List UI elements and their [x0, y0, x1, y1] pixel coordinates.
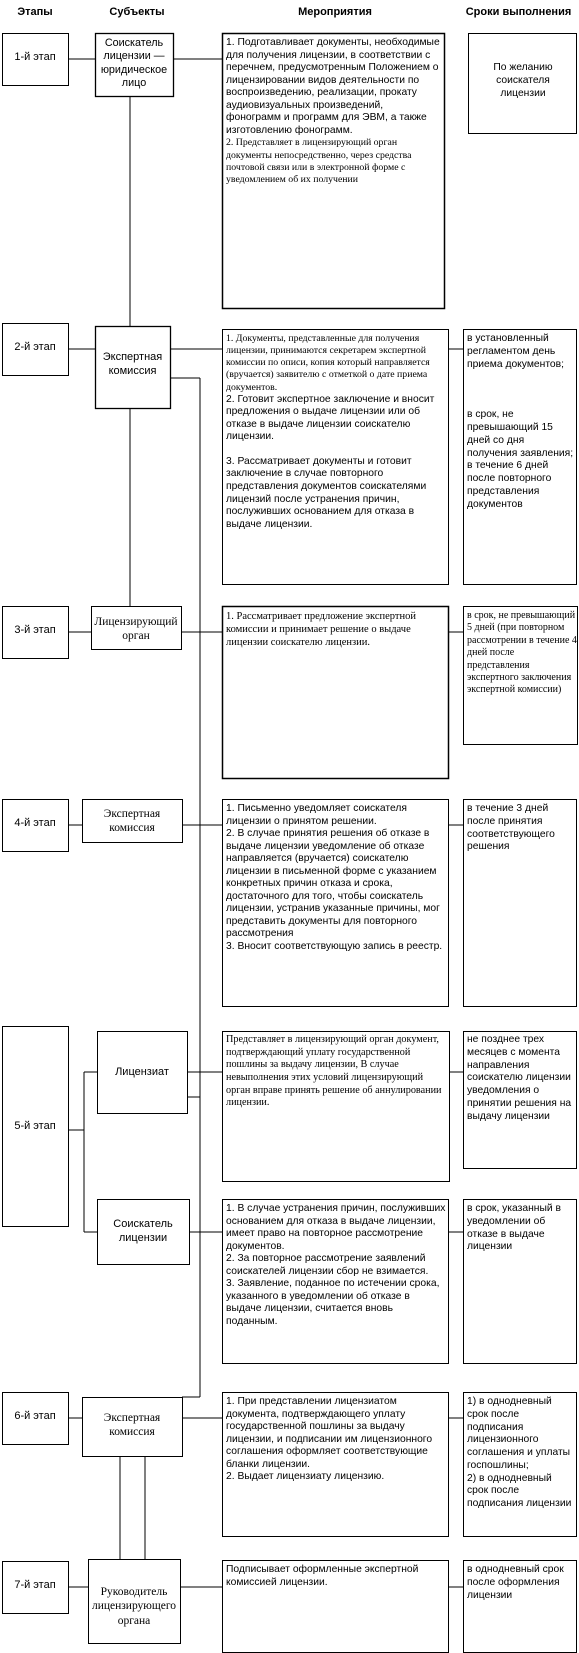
term-text-3: в срок, не превышающий 5 дней (при повторном рассмотрении в течение 4 дней после представления экспертного заключения экспертной комиссии)	[467, 610, 577, 696]
subject-label-5b: Соискатель лицензии	[113, 1218, 173, 1244]
activity-4-item-3: 3. Вносит соответствующую запись в реестр.	[226, 941, 443, 953]
activity-3-item-1: 1. Рассматривает предложение экспертной комиссии и принимает решение о выдаче лицензии соискателю лицензии.	[226, 611, 416, 649]
activity-2-item-3: 3. Рассматривает документы и готовит заключение в случае повторного представления документов соискателями лицензий после устранения причин, послуживших основанием для отказа в выдаче лицензии.	[226, 455, 427, 530]
activity-text-7	[226, 1564, 446, 1589]
activity-text-4	[226, 803, 446, 954]
stage-label-4: 4-й этап	[14, 817, 56, 829]
activity-2-item-2: 2. Готовит экспертное заключение и вносит предложения о выдаче лицензии или об отказе в выдаче лицензии соискателю лицензии.	[226, 393, 435, 443]
term-text-6	[467, 1396, 575, 1511]
term-text-1: По желанию соискателя лицензии	[493, 62, 553, 99]
activity-5b-item-2: 2. За повторное рассмотрение заявлений соискателей лицензии сбор не взимается.	[226, 1253, 429, 1277]
stage-label-7: 7-й этап	[14, 1579, 56, 1591]
stage-label-3: 3-й этап	[14, 624, 56, 636]
activity-text-5a	[226, 1034, 446, 1110]
activity-5b-item-1: 1. В случае устранения причин, послуживших основанием для отказа в выдаче лицензии, имеет право на повторное рассмотрение документов.	[226, 1203, 446, 1252]
activity-text-3	[226, 610, 446, 649]
term-6-item-2: 2) в однодневный срок после подписания лицензии	[467, 1472, 572, 1510]
stage-label-6: 6-й этап	[14, 1410, 56, 1422]
subject-label-6: Экспертная комиссия	[103, 1412, 161, 1439]
term-text-7: в однодневный срок после оформления лицензии	[467, 1564, 564, 1601]
subject-label-7: Руководитель лицензирующего органа	[91, 1586, 177, 1627]
term-2-item-1: в установленный регламентом день приема документов;	[467, 333, 564, 370]
activity-7-item-1: Подписывает оформленные экспертной комиссией лицензии.	[226, 1564, 419, 1588]
header-activities: Мероприятия	[298, 6, 372, 18]
activity-1-item-2: 2. Представляет в лицензирующий орган документы непосредственно, через средства почтовой связи или в электронной форме с уведомлением об их получении	[226, 137, 412, 185]
activity-6-item-1: 1. При представлении лицензиатом документа, подтверждающего уплату государственной пошлины за выдачу лицензии, и подписании им лицензионного соглашения оформляет соответствующие бланки лицензии.	[226, 1396, 433, 1470]
activity-4-item-1: 1. Письменно уведомляет соискателя лицензии о принятом решении.	[226, 803, 407, 827]
subject-label-3: Лицензирующий орган	[94, 616, 178, 643]
term-text-5b: в срок, указанный в уведомлении об отказе в выдаче лицензии	[467, 1203, 561, 1253]
activity-5b-item-3: 3. Заявление, поданное по истечении срока, указанного в уведомлении об отказе в выдаче лицензии, считается вновь поданным.	[226, 1278, 440, 1327]
term-text-2	[467, 333, 575, 511]
activity-text-2	[226, 333, 446, 531]
activity-5a-item-1: Представляет в лицензирующий орган документ, подтверждающий уплату государственной пошлины за выдачу лицензии, В случае невыполнения этих условий лицензирующий орган вправе принять решение об аннулировании лицензии.	[226, 1034, 442, 1109]
activity-text-1	[226, 37, 440, 186]
subject-label-5a: Лицензиат	[115, 1066, 169, 1078]
stage-label-2: 2-й этап	[14, 341, 56, 353]
header-terms: Сроки выполнения	[465, 6, 572, 18]
term-text-5a: не позднее трех месяцев с момента направления соискателю лицензии уведомления о принятии решения на выдачу лицензии	[467, 1034, 572, 1122]
subject-label-2: Экспертная комиссия	[102, 351, 163, 377]
term-2-item-2: в срок, не превышающий 15 дней со дня получения заявления;	[467, 409, 574, 459]
activity-4-item-2: 2. В случае принятия решения об отказе в выдаче лицензии уведомление об отказе направляется (вручается) соискателю лицензии в письменной форме с указанием конкретных причин отказа и срока, достаточного для того, чтобы соискатель лицензии, устранив указанные причины, мог представить документы для повторного рассмотрения	[226, 828, 440, 940]
term-6-item-1: 1) в однодневный срок после подписания лицензионного соглашения и уплаты госпошлины;	[467, 1396, 571, 1471]
term-text-4: в течение 3 дней после принятия соответствующего решения	[467, 803, 555, 853]
activity-1-item-1: 1. Подготавливает документы, необходимые для получения лицензии, в соответствии с перечнем, предусмотренным Положением о лицензировании видов деятельности по воспроизведению, реализации, прокату аудиовизуальных произведений, фонограмм и программ для ЭВМ, а также изготовлению фонограмм.	[226, 37, 440, 136]
stage-label-5: 5-й этап	[14, 1120, 56, 1132]
term-2-item-3: в течение 6 дней после повторного представления документов	[467, 460, 552, 510]
activity-text-5b	[226, 1203, 446, 1328]
subject-label-4: Экспертная комиссия	[103, 808, 161, 835]
header-subjects: Субъекты	[109, 6, 165, 18]
activity-text-6	[226, 1396, 446, 1484]
subject-label-1: Соискатель лицензии — юридическое лицо	[100, 37, 168, 90]
header-stages: Этапы	[17, 6, 53, 18]
activity-2-item-1: 1. Документы, представленные для получения лицензии, принимаются секретарем экспертной комиссии по описи, копия который направляется (вручается) заявителю с отметкой о дате приема документов.	[226, 333, 430, 393]
activity-6-item-2: 2. Выдает лицензиату лицензию.	[226, 1471, 385, 1483]
stage-label-1: 1-й этап	[14, 51, 56, 63]
